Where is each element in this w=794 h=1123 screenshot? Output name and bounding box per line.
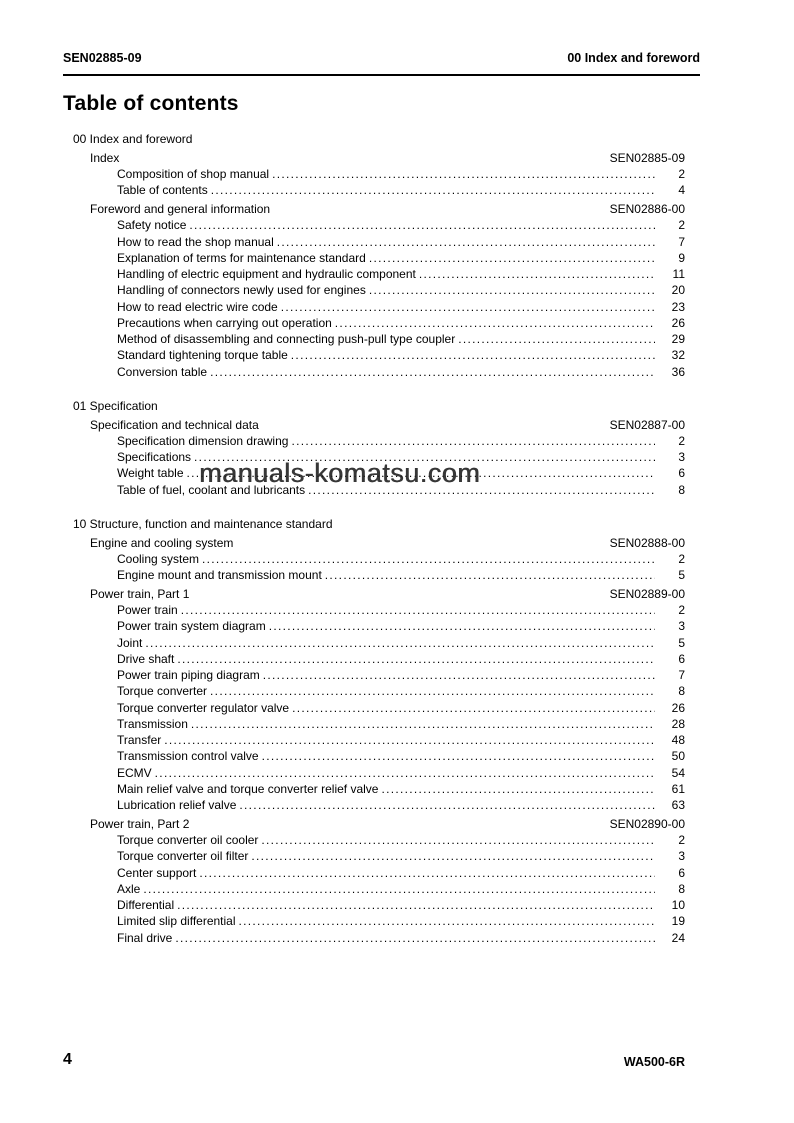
toc-entry-page: 2 bbox=[678, 833, 685, 847]
toc-book-heading bbox=[63, 535, 685, 551]
toc-entry-title: Power train system diagram bbox=[117, 619, 266, 634]
dot-leader bbox=[277, 234, 655, 250]
toc-entry-title: Torque converter regulator valve bbox=[117, 700, 290, 715]
toc-book-code: SEN02890-00 bbox=[609, 816, 685, 831]
toc-entry-page: 36 bbox=[671, 364, 685, 379]
toc-section-label: 00 Index and foreword bbox=[73, 132, 193, 146]
toc-entry bbox=[63, 848, 685, 864]
toc-book-heading bbox=[63, 201, 685, 217]
dot-leader bbox=[239, 913, 655, 929]
toc-entry bbox=[63, 865, 685, 881]
dot-leader bbox=[251, 848, 655, 864]
toc-entry bbox=[63, 567, 685, 583]
dot-leader bbox=[292, 700, 655, 716]
dot-leader bbox=[263, 667, 655, 683]
toc-entry-page: 54 bbox=[671, 765, 685, 780]
toc-entry-page: 3 bbox=[678, 450, 685, 464]
toc-entry-page: 19 bbox=[671, 914, 685, 929]
dot-leader bbox=[194, 449, 655, 465]
toc-entry-title: Handling of electric equipment and hydraulic component bbox=[117, 267, 416, 281]
toc-entry bbox=[63, 331, 685, 347]
toc-section-heading bbox=[63, 131, 685, 147]
dot-leader bbox=[369, 250, 655, 266]
toc-entry-page: 8 bbox=[678, 881, 685, 896]
toc-entry bbox=[63, 482, 685, 498]
toc-entry-page: 7 bbox=[678, 234, 685, 249]
dot-leader bbox=[177, 897, 655, 913]
toc-entry-page: 10 bbox=[671, 898, 685, 912]
toc-entry-title: Cooling system bbox=[117, 551, 200, 566]
toc-entry-page: 6 bbox=[678, 466, 685, 481]
toc-entry bbox=[63, 913, 685, 929]
toc-entry-title: Axle bbox=[117, 881, 141, 896]
dot-leader bbox=[272, 166, 655, 182]
dot-leader bbox=[177, 651, 655, 667]
toc-entry-page: 50 bbox=[671, 749, 685, 764]
toc-entry-title: Final drive bbox=[117, 930, 173, 945]
toc-book-title: Foreword and general information bbox=[90, 202, 271, 216]
toc-entry bbox=[63, 781, 685, 797]
toc-book-title: Specification and technical data bbox=[90, 417, 259, 432]
toc-entry-page: 24 bbox=[671, 930, 685, 945]
toc-entry-page: 4 bbox=[678, 183, 685, 198]
table-of-contents bbox=[63, 131, 685, 946]
toc-entry bbox=[63, 602, 685, 618]
toc-entry-page: 28 bbox=[671, 716, 685, 731]
footer-page-number: 4 bbox=[63, 1051, 72, 1068]
toc-entry bbox=[63, 182, 685, 198]
toc-entry-title: Precautions when carrying out operation bbox=[117, 315, 332, 330]
toc-entry-title: Limited slip differential bbox=[117, 914, 236, 929]
toc-entry bbox=[63, 748, 685, 764]
toc-entry bbox=[63, 217, 685, 233]
toc-entry-title: Differential bbox=[117, 898, 175, 912]
dot-leader bbox=[189, 217, 655, 233]
header-section-title: 00 Index and foreword bbox=[567, 51, 700, 65]
toc-entry bbox=[63, 700, 685, 716]
toc-entry-title: Torque converter oil filter bbox=[117, 849, 249, 864]
dot-leader bbox=[369, 282, 655, 298]
toc-section bbox=[63, 131, 685, 380]
toc-book-code: SEN02889-00 bbox=[609, 586, 685, 601]
dot-leader bbox=[381, 781, 655, 797]
toc-entry-page: 2 bbox=[678, 603, 685, 617]
toc-entry bbox=[63, 765, 685, 781]
toc-entry-title: Torque converter bbox=[117, 684, 208, 699]
toc-entry-title: How to read the shop manual bbox=[117, 234, 274, 249]
toc-entry-title: Drive shaft bbox=[117, 651, 175, 666]
footer-model-code: WA500-6R bbox=[623, 1055, 685, 1069]
toc-entry-page: 2 bbox=[678, 551, 685, 566]
dot-leader bbox=[262, 748, 655, 764]
dot-leader bbox=[164, 732, 655, 748]
toc-entry-title: Composition of shop manual bbox=[117, 167, 270, 181]
toc-entry bbox=[63, 930, 685, 946]
dot-leader bbox=[419, 266, 655, 282]
toc-entry bbox=[63, 618, 685, 634]
toc-entry-page: 61 bbox=[671, 781, 685, 796]
toc-book-heading bbox=[63, 816, 685, 832]
toc-entry-page: 9 bbox=[678, 250, 685, 265]
toc-book-title: Engine and cooling system bbox=[90, 535, 234, 550]
toc-entry bbox=[63, 234, 685, 250]
toc-entry-title: Table of contents bbox=[117, 183, 208, 198]
dot-leader bbox=[155, 765, 655, 781]
toc-entry-title: Torque converter oil cooler bbox=[117, 833, 259, 847]
toc-entry bbox=[63, 433, 685, 449]
toc-entry-page: 2 bbox=[678, 218, 685, 233]
toc-entry-title: Specification dimension drawing bbox=[117, 433, 289, 448]
toc-entry bbox=[63, 832, 685, 848]
toc-book-title: Power train, Part 2 bbox=[90, 816, 190, 831]
toc-entry-page: 2 bbox=[678, 167, 685, 181]
toc-entry-title: Transmission bbox=[117, 716, 188, 731]
dot-leader bbox=[308, 482, 655, 498]
toc-book-title: Power train, Part 1 bbox=[90, 586, 190, 601]
header-doc-code: SEN02885-09 bbox=[63, 51, 142, 65]
dot-leader bbox=[181, 602, 655, 618]
toc-entry-title: Joint bbox=[117, 635, 143, 650]
toc-entry-title: Main relief valve and torque converter relief valve bbox=[117, 781, 379, 796]
toc-entry-page: 5 bbox=[678, 635, 685, 650]
toc-entry bbox=[63, 449, 685, 465]
dot-leader bbox=[211, 182, 655, 198]
toc-entry-page: 5 bbox=[678, 568, 685, 582]
toc-entry-page: 8 bbox=[678, 482, 685, 497]
toc-section-label: 01 Specification bbox=[73, 398, 158, 413]
toc-entry-page: 3 bbox=[678, 619, 685, 634]
dot-leader bbox=[239, 797, 655, 813]
toc-entry bbox=[63, 551, 685, 567]
dot-leader bbox=[281, 299, 655, 315]
toc-entry bbox=[63, 166, 685, 182]
toc-entry bbox=[63, 897, 685, 913]
toc-entry bbox=[63, 299, 685, 315]
toc-entry-page: 11 bbox=[672, 267, 685, 281]
toc-entry-page: 26 bbox=[671, 700, 685, 715]
dot-leader bbox=[458, 331, 655, 347]
toc-entry bbox=[63, 881, 685, 897]
toc-entry-page: 3 bbox=[678, 849, 685, 864]
toc-entry-page: 26 bbox=[671, 315, 685, 330]
toc-entry-title: Safety notice bbox=[117, 218, 187, 233]
toc-entry-page: 29 bbox=[671, 332, 685, 346]
toc-entry-title: Explanation of terms for maintenance standard bbox=[117, 250, 366, 265]
toc-entry-title: Table of fuel, coolant and lubricants bbox=[117, 482, 306, 497]
toc-entry-title: ECMV bbox=[117, 765, 152, 780]
toc-entry-title: How to read electric wire code bbox=[117, 299, 278, 314]
dot-leader bbox=[145, 635, 655, 651]
dot-leader bbox=[210, 683, 655, 699]
dot-leader bbox=[261, 832, 655, 848]
dot-leader bbox=[202, 551, 655, 567]
toc-entry bbox=[63, 683, 685, 699]
toc-book-code: SEN02888-00 bbox=[609, 535, 685, 550]
toc-entry-title: Lubrication relief valve bbox=[117, 798, 237, 812]
dot-leader bbox=[187, 465, 656, 481]
dot-leader bbox=[199, 865, 655, 881]
toc-entry-page: 48 bbox=[671, 733, 685, 747]
toc-section-label: 10 Structure, function and maintenance standard bbox=[73, 516, 333, 531]
toc-section-heading bbox=[63, 398, 685, 414]
toc-entry-page: 6 bbox=[678, 865, 685, 880]
toc-entry-page: 7 bbox=[678, 668, 685, 682]
page-header bbox=[63, 52, 700, 76]
dot-leader bbox=[335, 315, 655, 331]
toc-entry-page: 63 bbox=[671, 798, 685, 812]
toc-entry-page: 23 bbox=[671, 299, 685, 314]
toc-entry bbox=[63, 266, 685, 282]
dot-leader bbox=[269, 618, 655, 634]
toc-book-heading bbox=[63, 586, 685, 602]
toc-entry-page: 6 bbox=[678, 651, 685, 666]
toc-book-heading bbox=[63, 150, 685, 166]
dot-leader bbox=[191, 716, 655, 732]
toc-entry-title: Transmission control valve bbox=[117, 749, 259, 764]
toc-book-title: Index bbox=[90, 150, 120, 165]
dot-leader bbox=[210, 364, 655, 380]
toc-book-code: SEN02885-09 bbox=[609, 150, 685, 165]
dot-leader bbox=[291, 433, 655, 449]
toc-entry-page: 20 bbox=[671, 283, 685, 298]
toc-entry bbox=[63, 282, 685, 298]
toc-entry bbox=[63, 347, 685, 363]
toc-entry bbox=[63, 797, 685, 813]
page-title: Table of contents bbox=[63, 92, 239, 115]
toc-entry-title: Method of disassembling and connecting push-pull type coupler bbox=[117, 332, 456, 346]
toc-entry bbox=[63, 315, 685, 331]
toc-entry-title: Engine mount and transmission mount bbox=[117, 568, 322, 582]
toc-entry bbox=[63, 667, 685, 683]
toc-entry bbox=[63, 364, 685, 380]
toc-entry-title: Specifications bbox=[117, 450, 192, 464]
toc-entry-title: Standard tightening torque table bbox=[117, 348, 288, 363]
toc-book-code: SEN02887-00 bbox=[609, 417, 685, 432]
toc-section bbox=[63, 398, 685, 498]
toc-entry-page: 2 bbox=[678, 433, 685, 448]
dot-leader bbox=[325, 567, 655, 583]
toc-entry-title: Power train bbox=[117, 603, 178, 617]
watermark-text: manuals-komatsu.com bbox=[199, 458, 481, 488]
toc-entry-title: Center support bbox=[117, 865, 197, 880]
toc-entry-title: Transfer bbox=[117, 733, 162, 747]
toc-entry-title: Handling of connectors newly used for engines bbox=[117, 283, 366, 298]
toc-book-code: SEN02886-00 bbox=[609, 202, 685, 216]
toc-book-heading bbox=[63, 417, 685, 433]
toc-entry-title: Conversion table bbox=[117, 364, 208, 379]
dot-leader bbox=[143, 881, 655, 897]
toc-entry-page: 32 bbox=[671, 348, 685, 363]
toc-section bbox=[63, 516, 685, 946]
toc-section-heading bbox=[63, 516, 685, 532]
toc-entry-title: Power train piping diagram bbox=[117, 668, 260, 682]
toc-entry bbox=[63, 716, 685, 732]
toc-entry bbox=[63, 250, 685, 266]
toc-entry bbox=[63, 465, 685, 481]
toc-entry bbox=[63, 635, 685, 651]
dot-leader bbox=[175, 930, 655, 946]
toc-entry-page: 8 bbox=[678, 684, 685, 699]
toc-entry bbox=[63, 732, 685, 748]
toc-entry bbox=[63, 651, 685, 667]
toc-entry-title: Weight table bbox=[117, 466, 184, 481]
dot-leader bbox=[291, 347, 655, 363]
